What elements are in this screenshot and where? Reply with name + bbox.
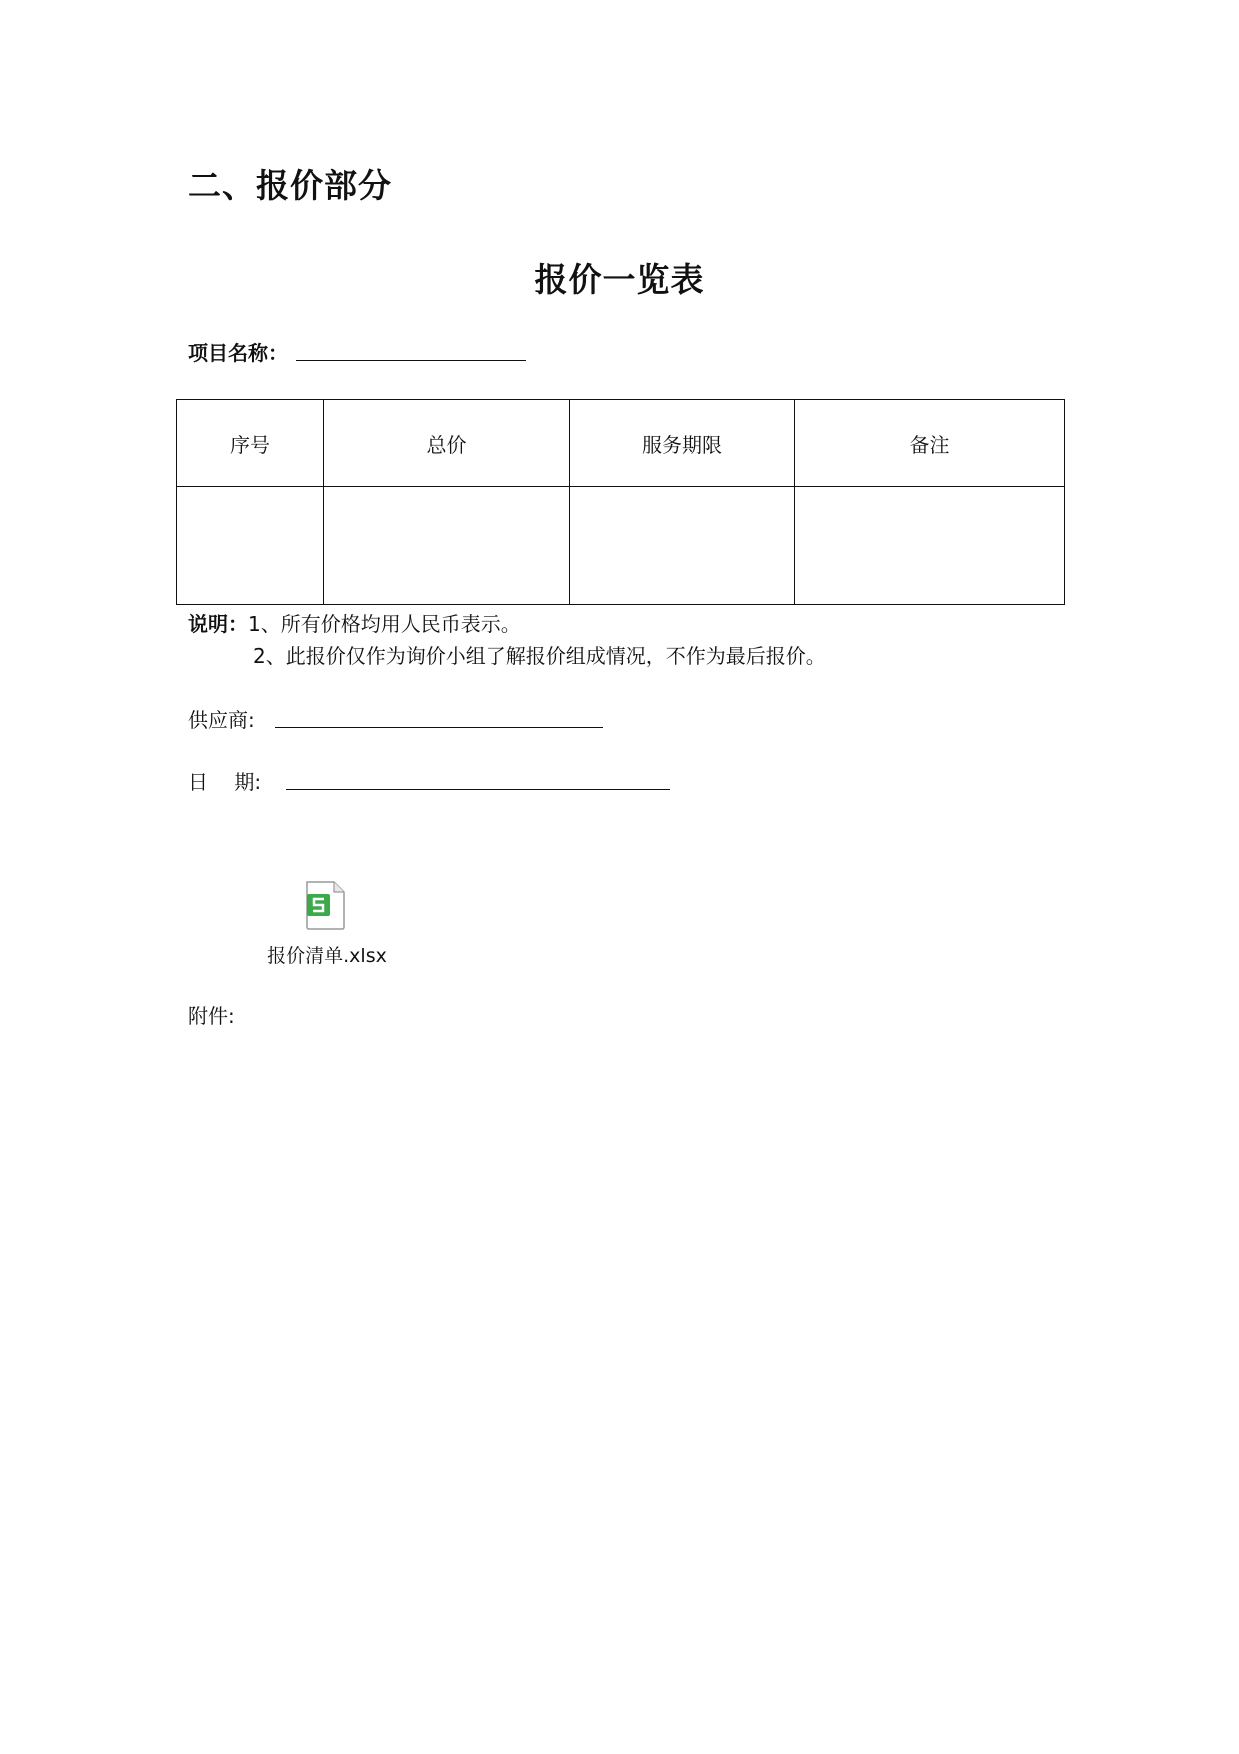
section-heading: 二、报价部分 — [188, 166, 392, 205]
table-row — [177, 487, 1065, 605]
header-cell-total-price: 总价 — [324, 400, 570, 487]
notes-label: 说明： — [188, 612, 248, 636]
date-field[interactable] — [286, 789, 670, 790]
form-title: 报价一览表 — [534, 260, 705, 299]
project-name-field[interactable] — [296, 360, 526, 361]
table-header-row — [177, 400, 1065, 487]
project-name-label: 项目名称： — [188, 341, 288, 365]
table-cell[interactable] — [177, 487, 324, 605]
notes-block — [188, 608, 826, 672]
date-label: 日 期: — [188, 770, 262, 794]
table-cell[interactable] — [795, 487, 1065, 605]
header-cell-index: 序号 — [177, 400, 324, 487]
supplier-label: 供应商: — [188, 708, 255, 732]
supplier-field[interactable] — [275, 727, 603, 728]
project-name-row — [188, 337, 288, 366]
note-line-2: 2、此报价仅作为询价小组了解报价组成情况，不作为最后报价。 — [253, 644, 826, 668]
attachments-label: 附件: — [188, 1004, 235, 1028]
header-cell-remarks: 备注 — [795, 400, 1065, 487]
table-cell[interactable] — [324, 487, 570, 605]
note-line-1: 1、所有价格均用人民币表示。 — [248, 612, 521, 636]
spreadsheet-file-icon[interactable] — [304, 880, 346, 930]
quote-table — [176, 399, 1065, 605]
header-cell-service-period: 服务期限 — [570, 400, 795, 487]
attachment-file-name[interactable]: 报价清单.xlsx — [267, 945, 387, 967]
table-cell[interactable] — [570, 487, 795, 605]
